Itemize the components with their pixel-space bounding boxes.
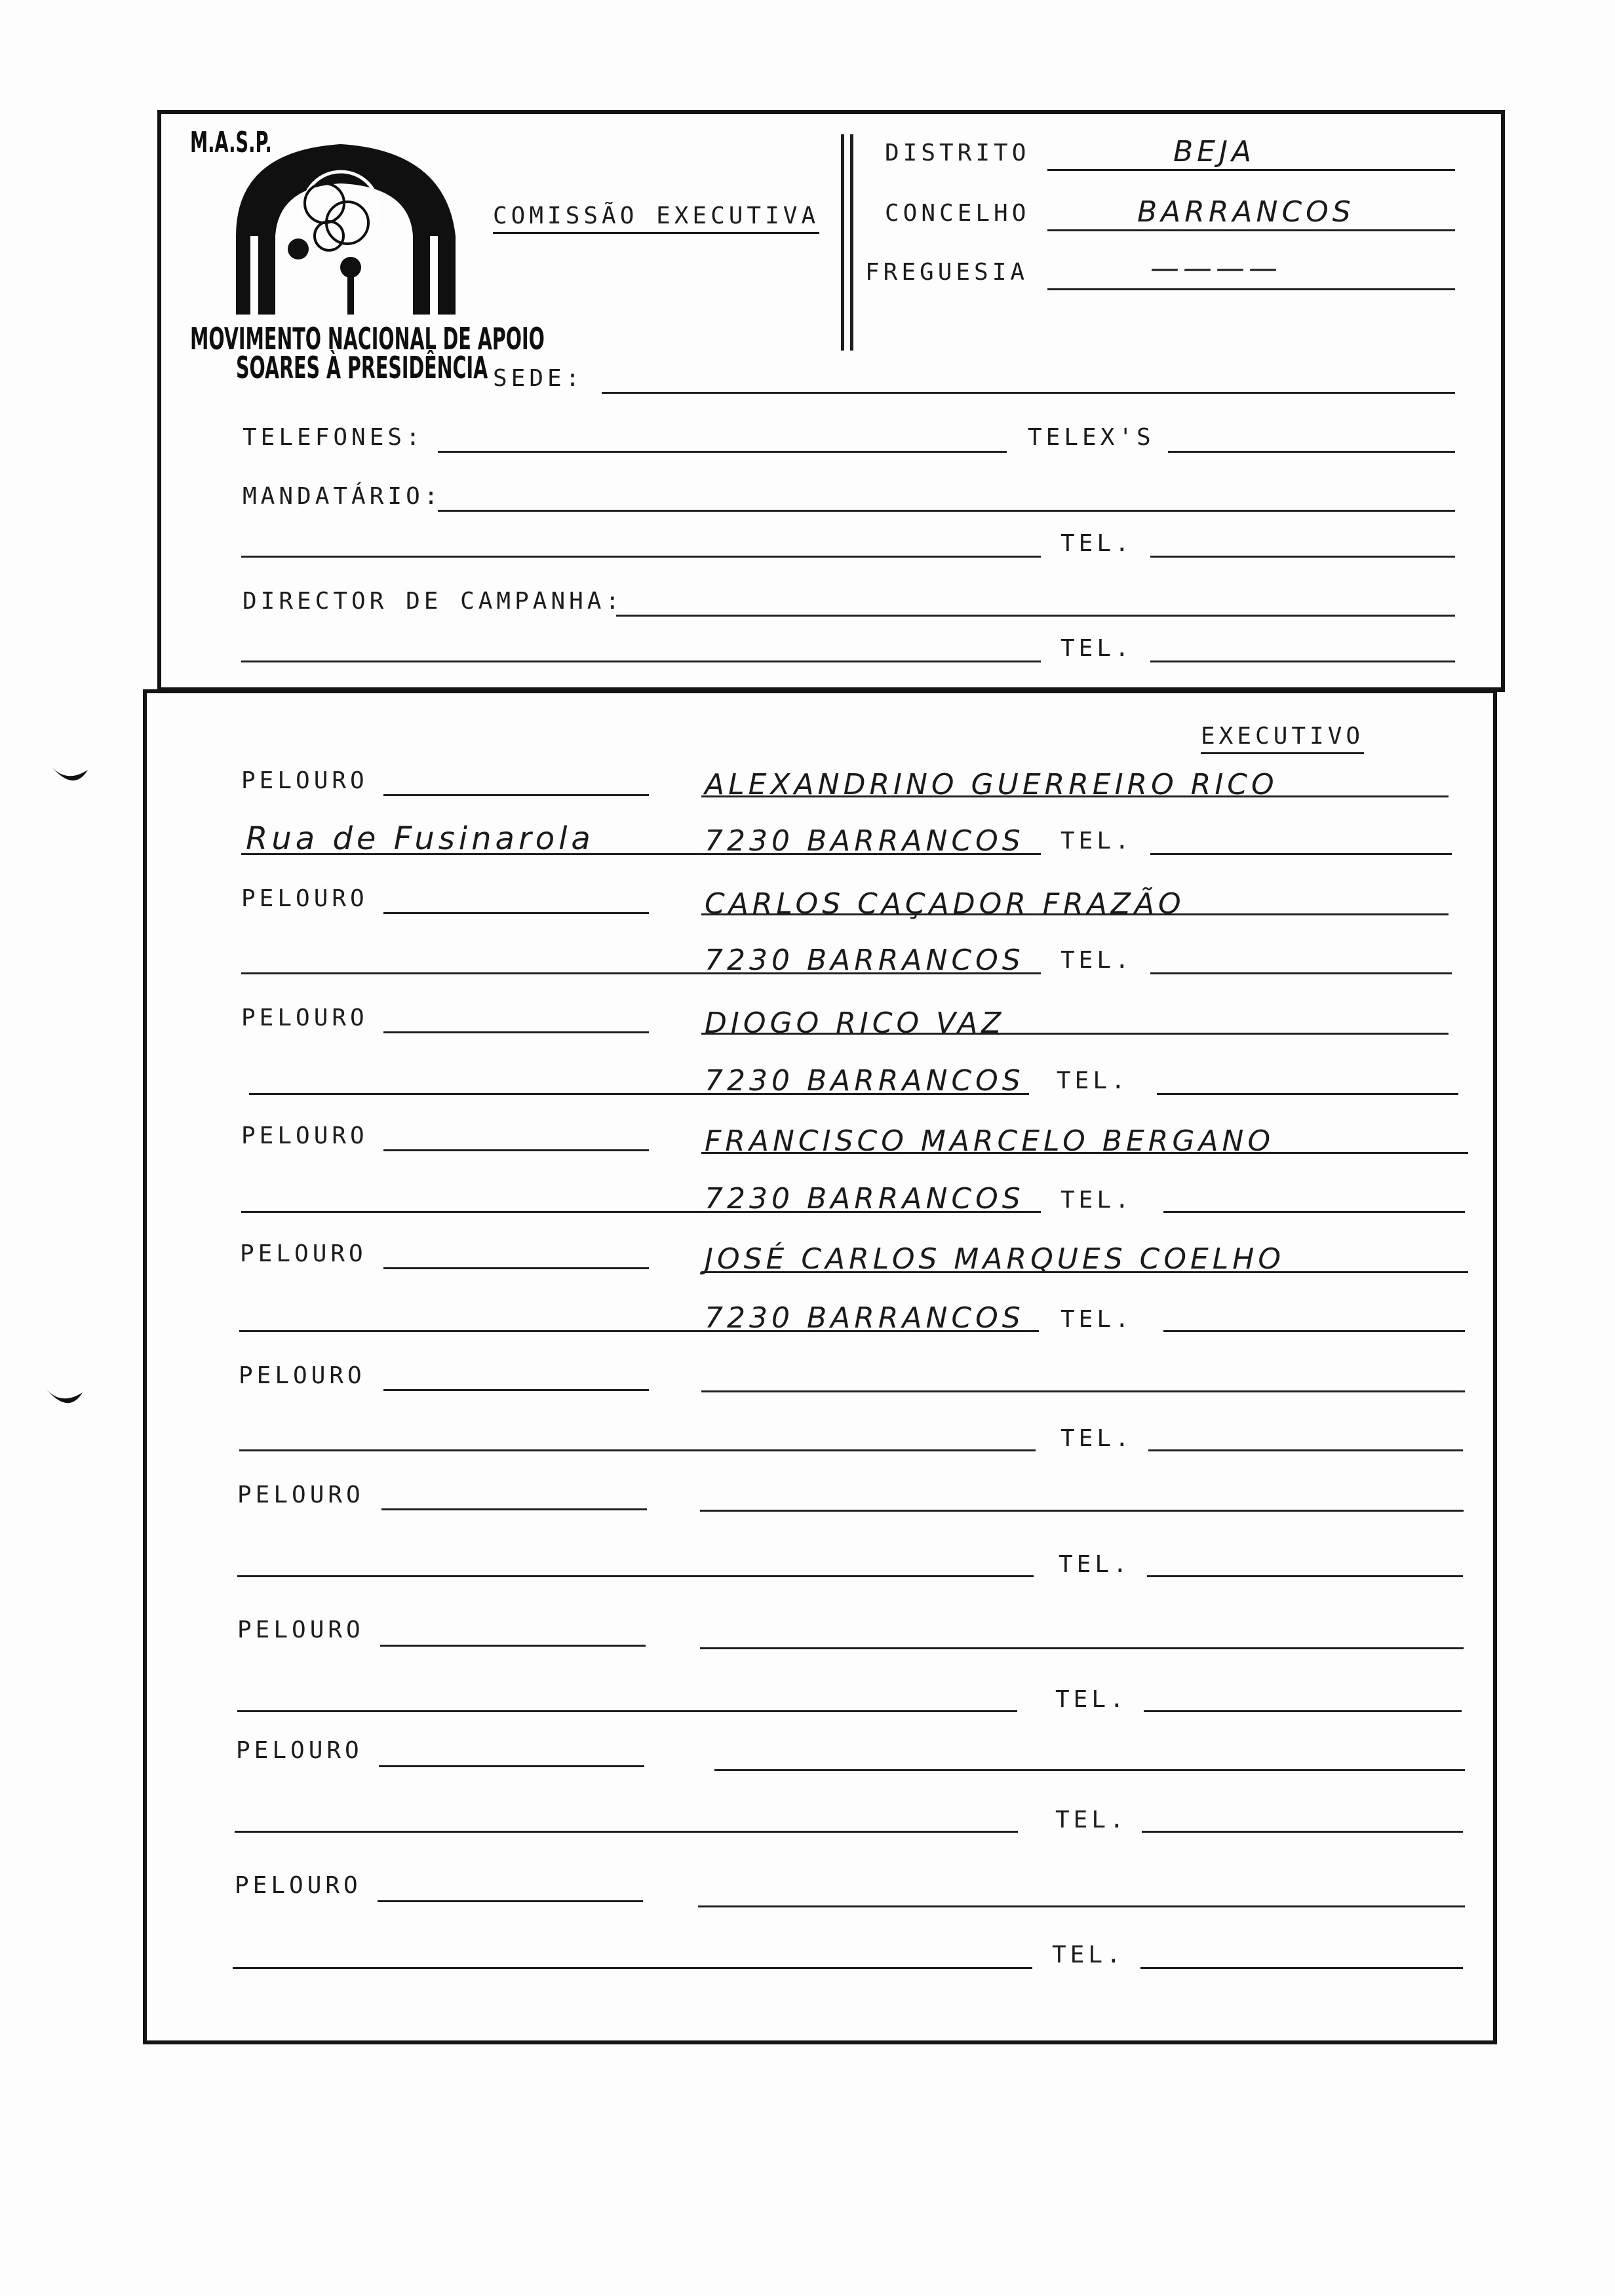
pelouro-label: PELOURO xyxy=(237,1617,364,1643)
member-street: Rua de Fusinarola xyxy=(246,820,594,857)
tel-label: TEL. xyxy=(1060,1425,1133,1452)
telex-label: TELEX'S xyxy=(1028,424,1155,451)
seat-label: SEDE: xyxy=(493,365,584,392)
tel-label: TEL. xyxy=(1060,1187,1133,1214)
member-name: FRANCISCO MARCELO BERGANO xyxy=(705,1124,1275,1158)
member-name: CARLOS CAÇADOR FRAZÃO xyxy=(705,887,1185,921)
pelouro-line xyxy=(379,1765,644,1767)
council-label: CONCELHO xyxy=(885,200,1030,227)
name-line xyxy=(698,1905,1465,1907)
address-line xyxy=(235,1831,1018,1833)
pelouro-line xyxy=(378,1900,643,1902)
director-line-2 xyxy=(241,660,1041,662)
name-line xyxy=(701,1033,1449,1035)
header-vertical-rule xyxy=(841,134,844,351)
director-line xyxy=(616,615,1455,617)
member-address: 7230 BARRANCOS xyxy=(705,1182,1024,1215)
representative-label: MANDATÁRIO: xyxy=(243,483,442,510)
seat-line xyxy=(602,392,1455,394)
tel-line xyxy=(1147,1575,1463,1577)
name-line xyxy=(701,913,1449,915)
name-line xyxy=(700,1647,1464,1649)
tel-label: TEL. xyxy=(1052,1942,1125,1968)
representative-line xyxy=(438,510,1455,512)
district-line xyxy=(1047,169,1455,171)
pelouro-label: PELOURO xyxy=(241,885,368,912)
phones-label: TELEFONES: xyxy=(243,424,424,451)
representative-tel-line xyxy=(1150,556,1455,558)
parish-value: ———— xyxy=(1150,252,1281,285)
section-divider xyxy=(157,687,1505,692)
tel-label: TEL. xyxy=(1060,828,1133,854)
pelouro-label: PELOURO xyxy=(239,1362,366,1389)
punch-hole-icon xyxy=(46,750,92,796)
pelouro-line xyxy=(383,1267,649,1269)
pelouro-line xyxy=(383,1031,649,1033)
tel-label: TEL. xyxy=(1060,947,1133,974)
member-name: JOSÉ CARLOS MARQUES COELHO xyxy=(705,1242,1285,1276)
tel-line xyxy=(1150,853,1452,855)
district-value: BEJA xyxy=(1173,135,1256,168)
pelouro-line xyxy=(383,794,649,796)
address-line xyxy=(237,1710,1017,1712)
council-value: BARRANCOS xyxy=(1137,195,1355,229)
commission-title: COMISSÃO EXECUTIVA xyxy=(493,204,819,234)
header-vertical-rule xyxy=(850,134,853,351)
tel-line xyxy=(1163,1211,1465,1213)
telex-line xyxy=(1168,451,1455,453)
director-label: DIRECTOR DE CAMPANHA: xyxy=(243,588,624,615)
logo-title-line2: SOARES À PRESIDÊNCIA xyxy=(236,350,488,385)
pelouro-label: PELOURO xyxy=(241,767,368,794)
name-line xyxy=(701,1390,1465,1392)
tel-label: TEL. xyxy=(1059,1551,1131,1578)
representative-tel-label: TEL. xyxy=(1060,530,1133,557)
name-line xyxy=(701,1271,1468,1273)
name-line xyxy=(701,1152,1468,1154)
pelouro-label: PELOURO xyxy=(240,1240,367,1267)
tel-label: TEL. xyxy=(1055,1807,1128,1833)
pelouro-line xyxy=(383,912,649,914)
name-line xyxy=(701,795,1449,797)
pelouro-label: PELOURO xyxy=(241,1122,368,1149)
member-name: ALEXANDRINO GUERREIRO RICO xyxy=(705,768,1278,801)
phones-line xyxy=(438,451,1007,453)
tel-line xyxy=(1144,1710,1462,1712)
director-tel-label: TEL. xyxy=(1060,635,1133,662)
pelouro-line xyxy=(380,1645,646,1647)
pelouro-label: PELOURO xyxy=(235,1872,362,1899)
name-line xyxy=(714,1769,1465,1771)
representative-line-2 xyxy=(241,556,1041,558)
logo-title-line1: MOVIMENTO NACIONAL DE APOIO xyxy=(190,321,545,356)
address-line xyxy=(239,1449,1036,1451)
pelouro-label: PELOURO xyxy=(241,1004,368,1031)
name-line xyxy=(700,1510,1464,1512)
tel-line xyxy=(1157,1093,1458,1095)
district-label: DISTRITO xyxy=(885,140,1030,166)
tel-line xyxy=(1142,1831,1463,1833)
address-line xyxy=(233,1967,1032,1969)
punch-hole-icon xyxy=(41,1373,87,1419)
parish-line xyxy=(1047,288,1455,290)
pelouro-label: PELOURO xyxy=(236,1737,363,1764)
member-address: 7230 BARRANCOS xyxy=(705,1064,1024,1098)
logo-acronym: M.A.S.P. xyxy=(190,126,272,159)
parish-label: FREGUESIA xyxy=(865,259,1029,286)
director-tel-line xyxy=(1150,660,1455,662)
executive-heading: EXECUTIVO xyxy=(1201,725,1364,754)
member-name: DIOGO RICO VAZ xyxy=(705,1006,1005,1040)
tel-line xyxy=(1148,1449,1463,1451)
pelouro-label: PELOURO xyxy=(237,1482,364,1508)
member-address: 7230 BARRANCOS xyxy=(705,1301,1024,1335)
tel-line xyxy=(1163,1330,1465,1332)
address-line xyxy=(237,1575,1034,1577)
council-line xyxy=(1047,229,1455,231)
tel-label: TEL. xyxy=(1057,1067,1129,1094)
member-address: 7230 BARRANCOS xyxy=(705,944,1024,977)
tel-line xyxy=(1140,1967,1463,1969)
pelouro-line xyxy=(383,1389,649,1391)
pelouro-line xyxy=(381,1508,647,1510)
tel-line xyxy=(1150,972,1452,974)
tel-label: TEL. xyxy=(1055,1686,1128,1713)
tel-label: TEL. xyxy=(1060,1306,1133,1333)
member-address: 7230 BARRANCOS xyxy=(705,824,1024,858)
pelouro-line xyxy=(383,1149,649,1151)
